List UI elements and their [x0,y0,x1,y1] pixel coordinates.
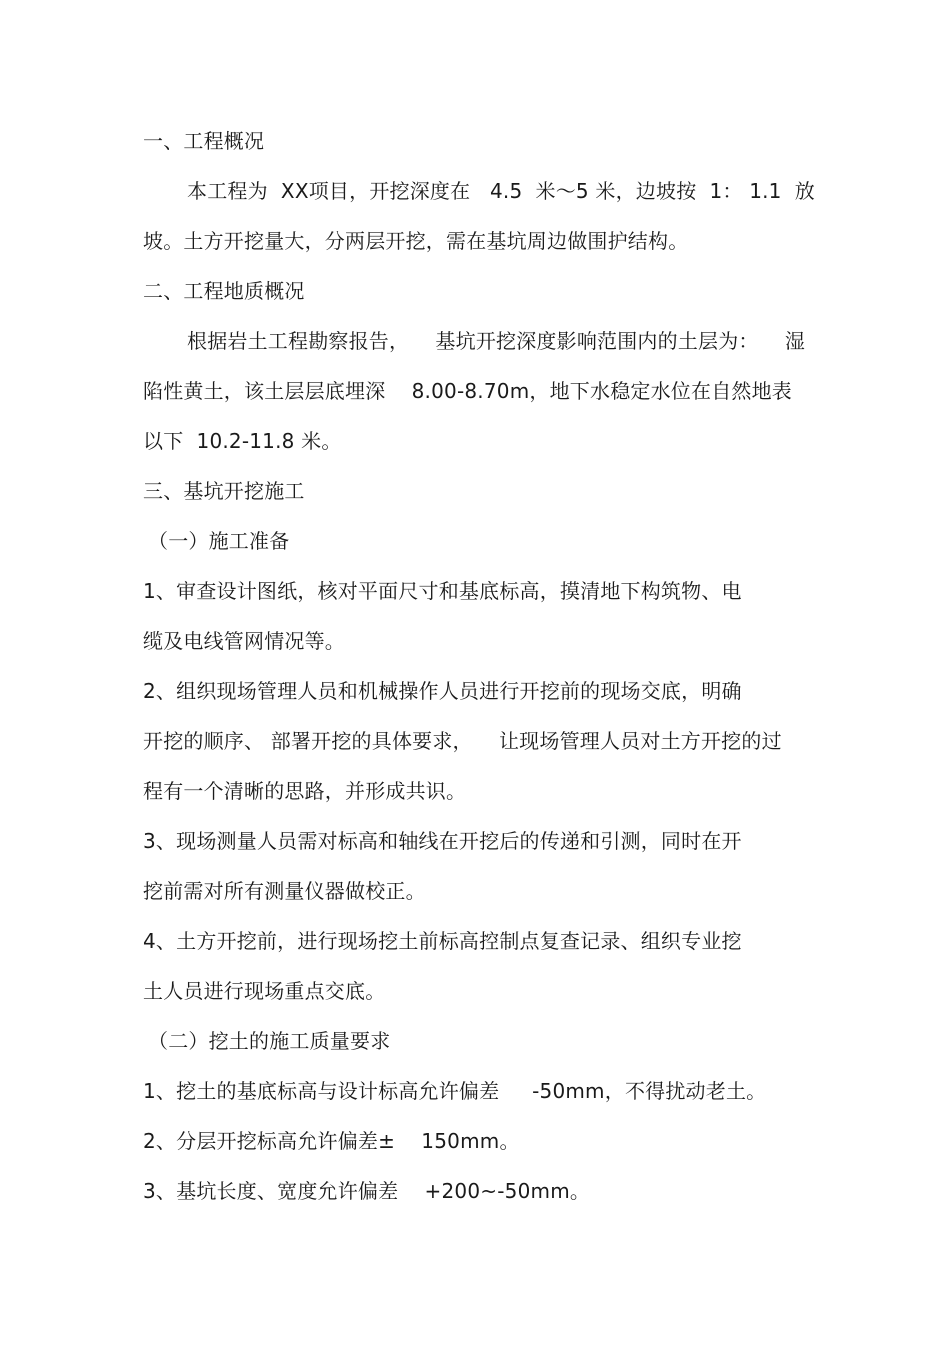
list-item-line: 2、组织现场管理人员和机械操作人员进行开挖前的现场交底，明确 [143,679,742,703]
section-heading-excavation: 三、基坑开挖施工 [143,479,305,503]
list-item-line: 2、分层开挖标高允许偏差± 150mm。 [143,1129,520,1153]
section-heading-geology: 二、工程地质概况 [143,279,305,303]
paragraph-line: 陷性黄土，该土层层底埋深 8.00-8.70m，地下水稳定水位在自然地表 [143,379,792,403]
list-item-line: 3、基坑长度、宽度允许偏差 +200~-50mm。 [143,1179,591,1203]
list-item-line: 1、审查设计图纸，核对平面尺寸和基底标高，摸清地下构筑物、电 [143,579,742,603]
section-heading-overview: 一、工程概况 [143,129,265,153]
subsection-heading-quality: （二）挖土的施工质量要求 [148,1029,391,1053]
list-item-line: 开挖的顺序、 部署开挖的具体要求， 让现场管理人员对土方开挖的过 [143,729,782,753]
list-item-line: 程有一个清晰的思路，并形成共识。 [143,779,467,803]
list-item-line: 1、挖土的基底标高与设计标高允许偏差 -50mm，不得扰动老土。 [143,1079,767,1103]
paragraph-line: 根据岩土工程勘察报告， 基坑开挖深度影响范围内的土层为： 湿 [187,329,806,353]
paragraph-line: 本工程为 XX项目，开挖深度在 4.5 米～5 米，边坡按 1： 1.1 放 [187,179,815,203]
list-item-line: 挖前需对所有测量仪器做校正。 [143,879,426,903]
paragraph-line: 坡。土方开挖量大，分两层开挖，需在基坑周边做围护结构。 [143,229,689,253]
list-item-line: 缆及电线管网情况等。 [143,629,345,653]
paragraph-line: 以下 10.2-11.8 米。 [143,429,342,453]
list-item-line: 土人员进行现场重点交底。 [143,979,386,1003]
list-item-line: 4、土方开挖前，进行现场挖土前标高控制点复查记录、组织专业挖 [143,929,742,953]
list-item-line: 3、现场测量人员需对标高和轴线在开挖后的传递和引测，同时在开 [143,829,742,853]
subsection-heading-preparation: （一）施工准备 [148,529,290,553]
